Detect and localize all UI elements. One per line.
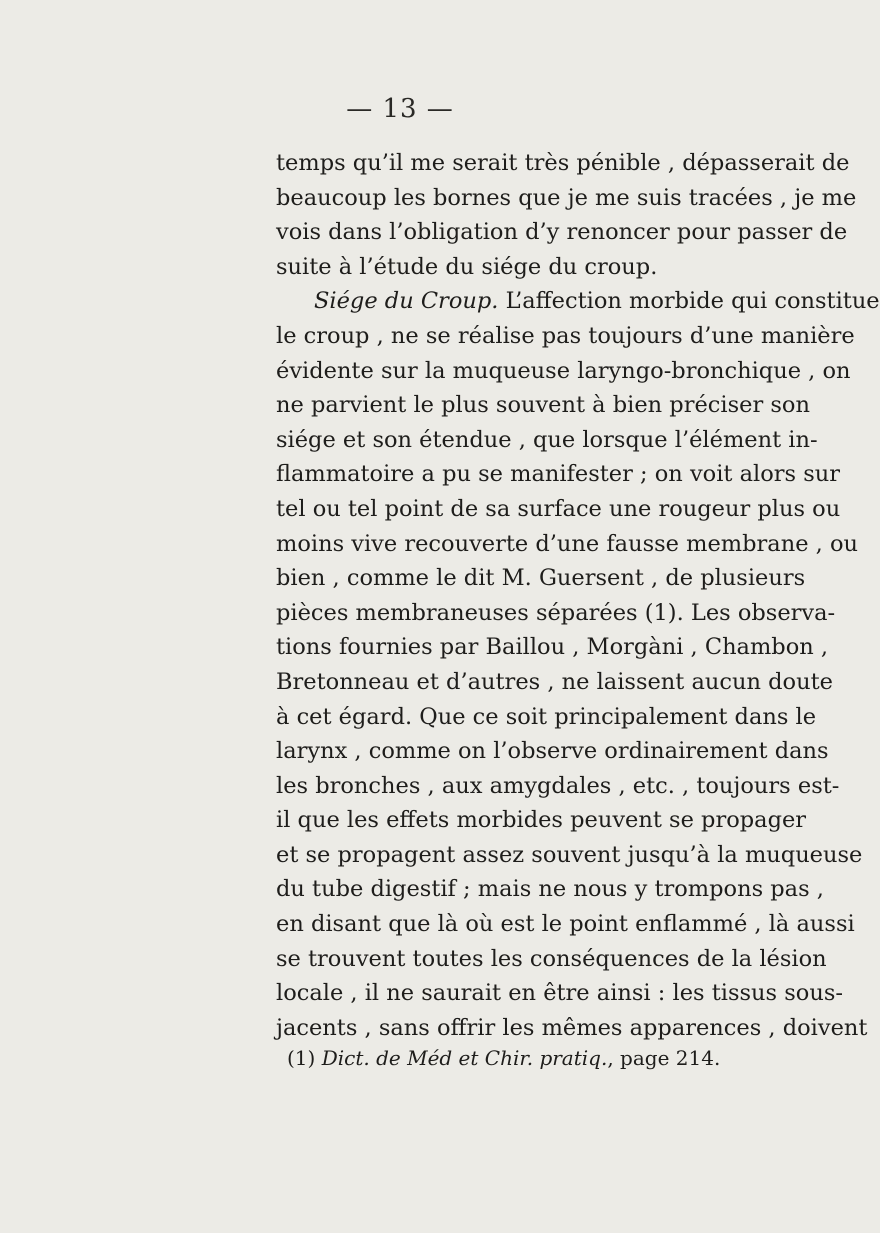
text-line: tions fournies par Baillou , Morgàni , Chambon , [276,634,829,661]
text-line: évidente sur la muqueuse laryngo-bronchique , on [276,357,851,384]
footnote-marker: (1) [287,1046,316,1070]
text-line: larynx , comme on l’observe ordinairement dans [276,738,829,765]
text-line: vois dans l’obligation d’y renoncer pour passer de [276,219,848,246]
page-number: — 13 — [346,94,454,124]
text-line: temps qu’il me serait très pénible , dépasserait de [276,150,850,176]
text-line: pièces membraneuses séparées (1). Les observa- [276,599,836,626]
text-line: tel ou tel point de sa surface une rougeur plus ou [276,495,841,522]
section-line [276,284,880,319]
text-line: Bretonneau et d’autres , ne laissent aucun doute [276,668,833,695]
text-line: flammatoire a pu se manifester ; on voit alors sur [276,461,841,488]
footnote-source: Dict. de Méd et Chir. pratiq. [321,1046,608,1070]
text-line: en disant que là où est le point enflammé , là aussi [276,911,855,938]
text-line: ne parvient le plus souvent à bien préciser son [276,392,810,419]
text-line: moins vive recouverte d’une fausse membrane , ou [276,530,859,557]
text-line: siége et son étendue , que lorsque l’élément in- [276,426,818,453]
text-line: il que les effets morbides peuvent se propager [276,807,807,834]
footnote [287,1046,757,1070]
text-line: les bronches , aux amygdales , etc. , toujours est- [276,772,840,799]
text-line: à cet égard. Que ce soit principalement dans le [276,703,817,730]
text-line: suite à l’étude du siége du croup. [276,253,658,280]
text-line: le croup , ne se réalise pas toujours d’une manière [276,322,855,349]
text-line: se trouvent toutes les conséquences de la lésion [276,945,827,972]
text-line: locale , il ne saurait en être ainsi : les tissus sous- [276,980,843,1007]
text-line: beaucoup les bornes que je me suis tracées , je me [276,184,857,211]
text-line: jacents , sans offrir les mêmes apparences , doivent [276,1014,868,1041]
footnote-page: , page 214. [607,1046,721,1070]
text-line: du tube digestif ; mais ne nous y trompons pas , [276,876,824,903]
text-line: bien , comme le dit M. Guersent , de plusieurs [276,565,806,592]
text-line: L’affection morbide qui constitue [505,288,880,315]
section-heading: Siége du Croup. [314,288,499,315]
text-line: et se propagent assez souvent jusqu’à la muqueuse [276,841,863,868]
body-text [276,146,880,1045]
